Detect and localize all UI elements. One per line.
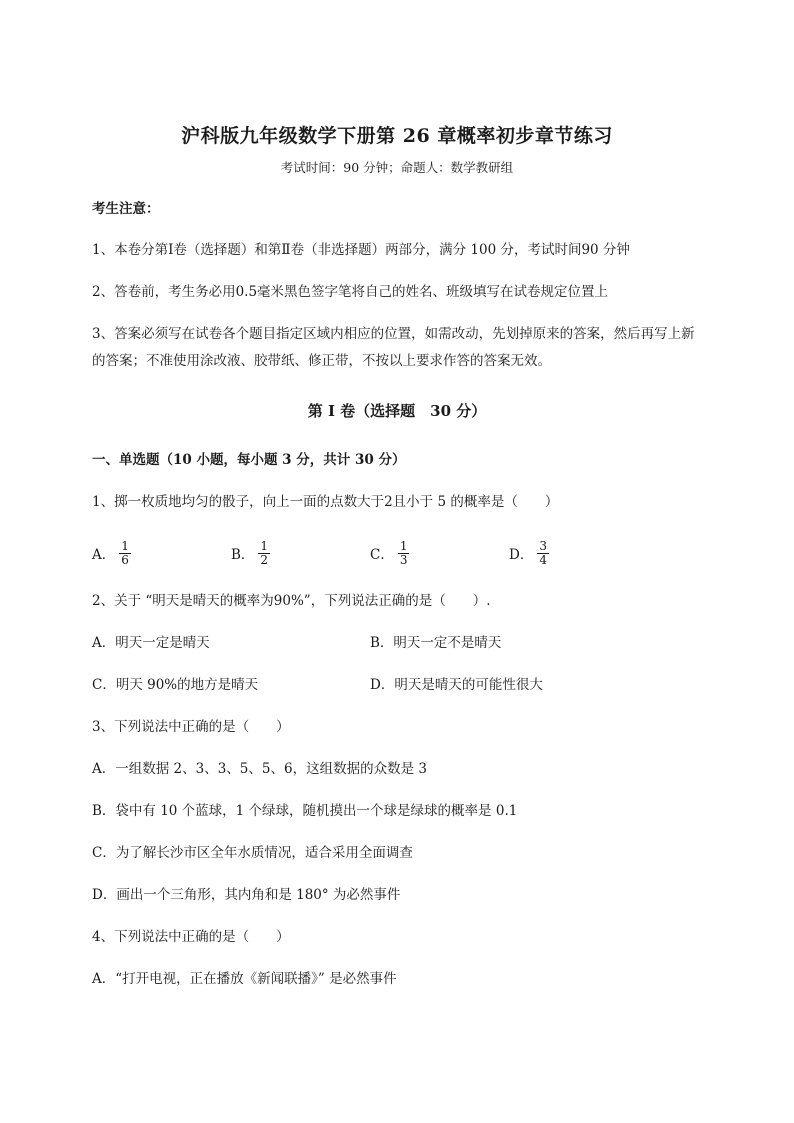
q2-option-a: A．明天一定是晴天 bbox=[92, 635, 210, 651]
q3-option-b: B．袋中有 10 个蓝球，1 个绿球，随机摸出一个球是绿球的概率是 0.1 bbox=[92, 803, 518, 819]
fraction bbox=[119, 540, 131, 567]
q1-option-a bbox=[92, 537, 131, 569]
fraction bbox=[398, 540, 410, 567]
fraction-numerator: 1 bbox=[260, 538, 269, 553]
q1-option-c bbox=[370, 537, 409, 569]
q1-option-b bbox=[231, 537, 270, 569]
notice-item: 2、答卷前，考生务必用0.5毫米黑色签字笔将自己的姓名、班级填写在试卷规定位置上 bbox=[92, 284, 609, 300]
option-label: A． bbox=[92, 547, 116, 563]
question-3-stem: 3、下列说法中正确的是（ ） bbox=[92, 719, 290, 735]
question-2-stem: 2、关于 “明天是晴天的概率为90%”，下列说法正确的是（ ）. bbox=[92, 593, 491, 609]
q1-option-d bbox=[509, 537, 549, 569]
fraction-denominator: 4 bbox=[539, 552, 547, 567]
q3-option-a: A．一组数据 2、3、3、5、5、6，这组数据的众数是 3 bbox=[92, 761, 427, 777]
option-label: C． bbox=[370, 547, 394, 563]
q2-option-d: D．明天是晴天的可能性很大 bbox=[370, 677, 543, 693]
exam-info: 考试时间：90 分钟；命题人：数学教研组 bbox=[280, 160, 514, 175]
fraction-denominator: 3 bbox=[399, 552, 408, 567]
notice-item: 3、答案必须写在试卷各个题目指定区域内相应的位置，如需改动，先划掉原来的答案，然后再写上新 bbox=[92, 326, 695, 342]
fraction bbox=[258, 540, 270, 567]
notice-heading: 考生注意： bbox=[92, 201, 160, 217]
option-label: B． bbox=[231, 547, 255, 563]
fraction-denominator: 2 bbox=[260, 552, 269, 567]
fraction-numerator: 3 bbox=[539, 538, 547, 553]
q3-option-c: C．为了解长沙市区全年水质情况，适合采用全面调查 bbox=[92, 845, 413, 861]
fraction bbox=[537, 540, 549, 567]
page-title: 沪科版九年级数学下册第 26 章概率初步章节练习 bbox=[181, 125, 613, 147]
option-label: D． bbox=[509, 547, 534, 563]
q3-option-d: D．画出一个三角形，其内角和是 180° 为必然事件 bbox=[92, 887, 401, 903]
q2-option-b: B．明天一定不是晴天 bbox=[370, 635, 502, 651]
q4-option-a: A．“打开电视，正在播放《新闻联播》” 是必然事件 bbox=[92, 971, 397, 987]
notice-item: 的答案；不准使用涂改液、胶带纸、修正带，不按以上要求作答的答案无效。 bbox=[92, 353, 551, 369]
part-title: 一、单选题（10 小题，每小题 3 分，共计 30 分） bbox=[92, 452, 406, 468]
fraction-numerator: 1 bbox=[121, 538, 129, 553]
fraction-denominator: 6 bbox=[121, 552, 129, 567]
notice-item: 1、本卷分第I卷（选择题）和第Ⅱ卷（非选择题）两部分，满分 100 分，考试时间90 分钟 bbox=[92, 242, 630, 258]
q2-option-c: C．明天 90%的地方是晴天 bbox=[92, 677, 259, 693]
section-title: 第 I 卷（选择题 30 分） bbox=[307, 402, 487, 420]
fraction-numerator: 1 bbox=[399, 538, 408, 553]
question-4-stem: 4、下列说法中正确的是（ ） bbox=[92, 929, 290, 945]
question-1-stem: 1、掷一枚质地均匀的骰子，向上一面的点数大于2且小于 5 的概率是（ ） bbox=[92, 494, 559, 510]
